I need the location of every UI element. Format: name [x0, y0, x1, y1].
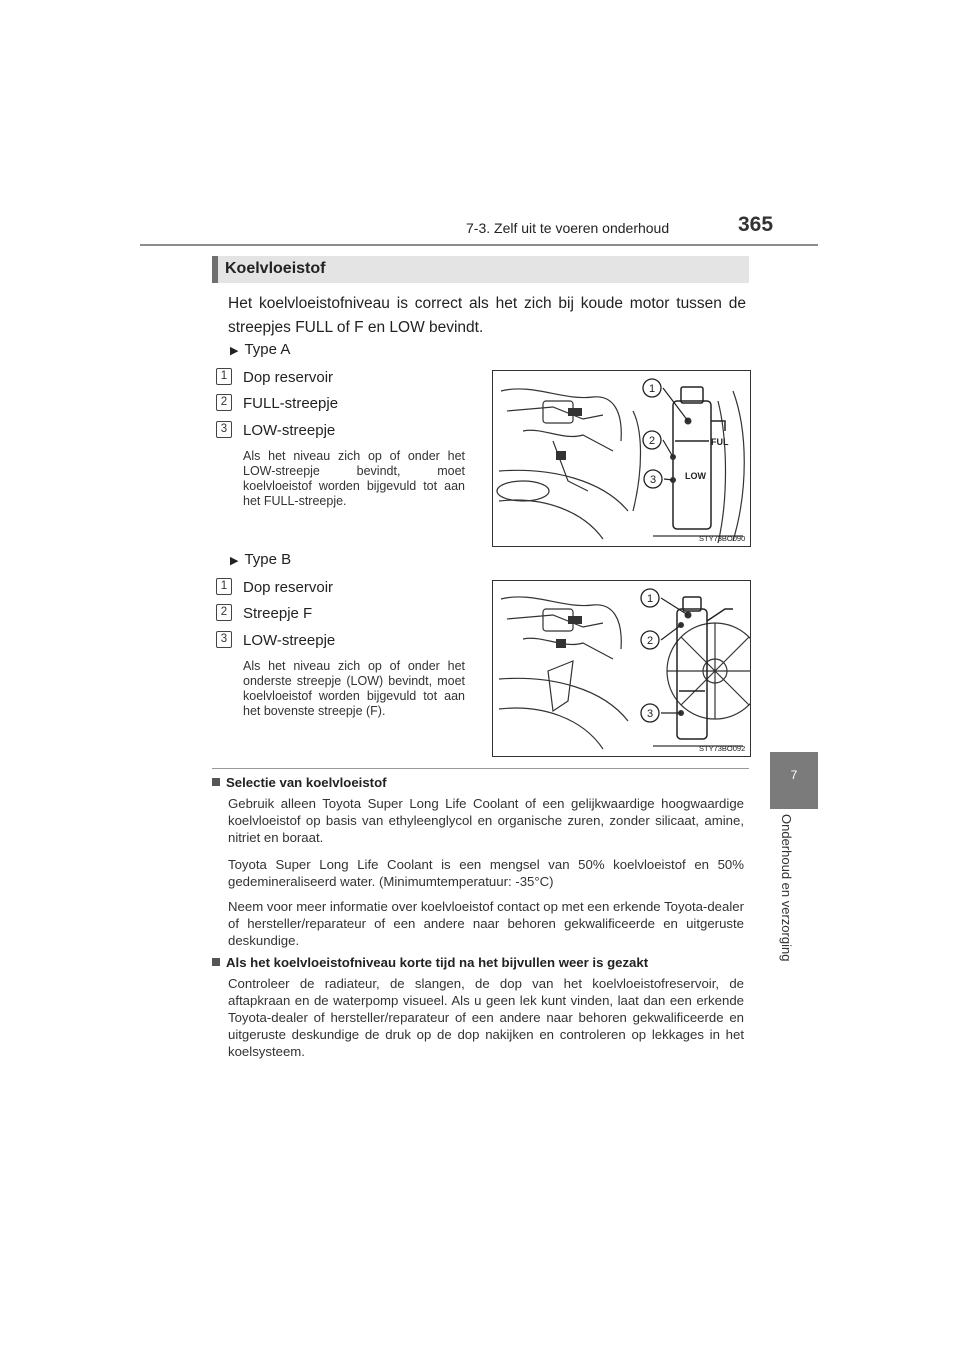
item-label: FULL-streepje: [243, 395, 339, 412]
callout-number: 2: [216, 394, 232, 411]
chapter-label: Onderhoud en verzorging: [779, 814, 794, 962]
figure-code: STY73BO092: [699, 744, 746, 753]
note-heading: Als het koelvloeistofniveau korte tijd na het bijvullen weer is gezakt: [212, 955, 648, 970]
type-b-figure: [492, 580, 751, 757]
figure-callout: 3: [646, 708, 654, 720]
type-a-heading: [230, 341, 290, 358]
fill-mark-label: FUL: [711, 437, 729, 447]
item-label: LOW-streepje: [243, 632, 336, 649]
section-breadcrumb: 7-3. Zelf uit te voeren onderhoud: [466, 220, 670, 236]
figure-callout: 1: [648, 383, 656, 395]
engine-bay-illustration-b: [493, 581, 750, 756]
figure-callout: 2: [648, 435, 656, 447]
section-divider: [212, 768, 749, 769]
square-bullet-icon: [212, 778, 220, 786]
figure-callout: 2: [646, 635, 654, 647]
note-paragraph: Neem voor meer informatie over koelvloeistof contact op met een erkende Toyota-dealer of hersteller/reparateur of een andere naar behoren gekwalificeerde en uitgeruste deskundige.: [228, 899, 744, 948]
header-divider: [140, 244, 818, 246]
item-label: Streepje F: [243, 605, 313, 622]
page-number: 365: [738, 213, 774, 236]
triangle-bullet-icon: ▶: [230, 555, 239, 567]
callout-number: 1: [216, 578, 232, 595]
triangle-bullet-icon: ▶: [230, 345, 239, 357]
type-b-note: Als het niveau zich op of onder het onderste streepje (LOW) bevindt, moet koelvloeistof worden bijgevuld tot aan het bovenste streepje (F).: [243, 659, 465, 718]
callout-number: 3: [216, 421, 232, 438]
note-paragraph: Controleer de radiateur, de slangen, de dop van het koelvloeistofreservoir, de aftapkraan en de waterpomp visueel. Als u geen lek kunt vinden, laat dan een erkende Toyota-dealer of hersteller/reparateur of een andere naar behoren gekwalificeerde en uitgeruste deskundige de druk op de dop nakijken en controleren op lekkages in het koelsysteem.: [228, 976, 744, 1059]
section-title: Koelvloeistof: [225, 260, 326, 277]
note-heading: Selectie van koelvloeistof: [212, 775, 387, 790]
square-bullet-icon: [212, 958, 220, 966]
figure-callout: 1: [646, 593, 654, 605]
figure-callout: 3: [649, 474, 657, 486]
section-heading: [212, 256, 749, 283]
note-paragraph: Toyota Super Long Life Coolant is een mengsel van 50% koelvloeistof en 50% gedemineraliseerd water. (Minimumtemperatuur: -35°C): [228, 857, 744, 889]
type-b-label: Type B: [244, 551, 292, 568]
type-b-heading: [230, 551, 291, 568]
note-paragraph: Gebruik alleen Toyota Super Long Life Coolant of een gelijkwaardige hoogwaardige koelvloeistof op basis van ethyleenglycol en organische zuren, zonder silicaat, amine, nitriet en boraat.: [228, 796, 744, 845]
item-label: Dop reservoir: [243, 369, 334, 386]
chapter-number: 7: [790, 768, 798, 782]
type-a-note: Als het niveau zich op of onder het LOW-streepje bevindt, moet koelvloeistof worden bijgevuld tot aan het FULL-streepje.: [243, 449, 465, 508]
callout-number: 1: [216, 368, 232, 385]
callout-number: 3: [216, 631, 232, 648]
callout-number: 2: [216, 604, 232, 621]
heading-accent-bar: [212, 256, 218, 283]
figure-code: STY73BO090: [699, 534, 746, 543]
type-a-label: Type A: [244, 341, 291, 358]
engine-bay-illustration-a: [493, 371, 750, 546]
low-mark-label: LOW: [685, 471, 706, 481]
intro-text: Het koelvloeistofniveau is correct als het zich bij koude motor tussen de streepjes FULL of F en LOW bevindt.: [228, 295, 746, 336]
item-label: LOW-streepje: [243, 422, 336, 439]
type-a-figure: [492, 370, 751, 547]
item-label: Dop reservoir: [243, 579, 334, 596]
